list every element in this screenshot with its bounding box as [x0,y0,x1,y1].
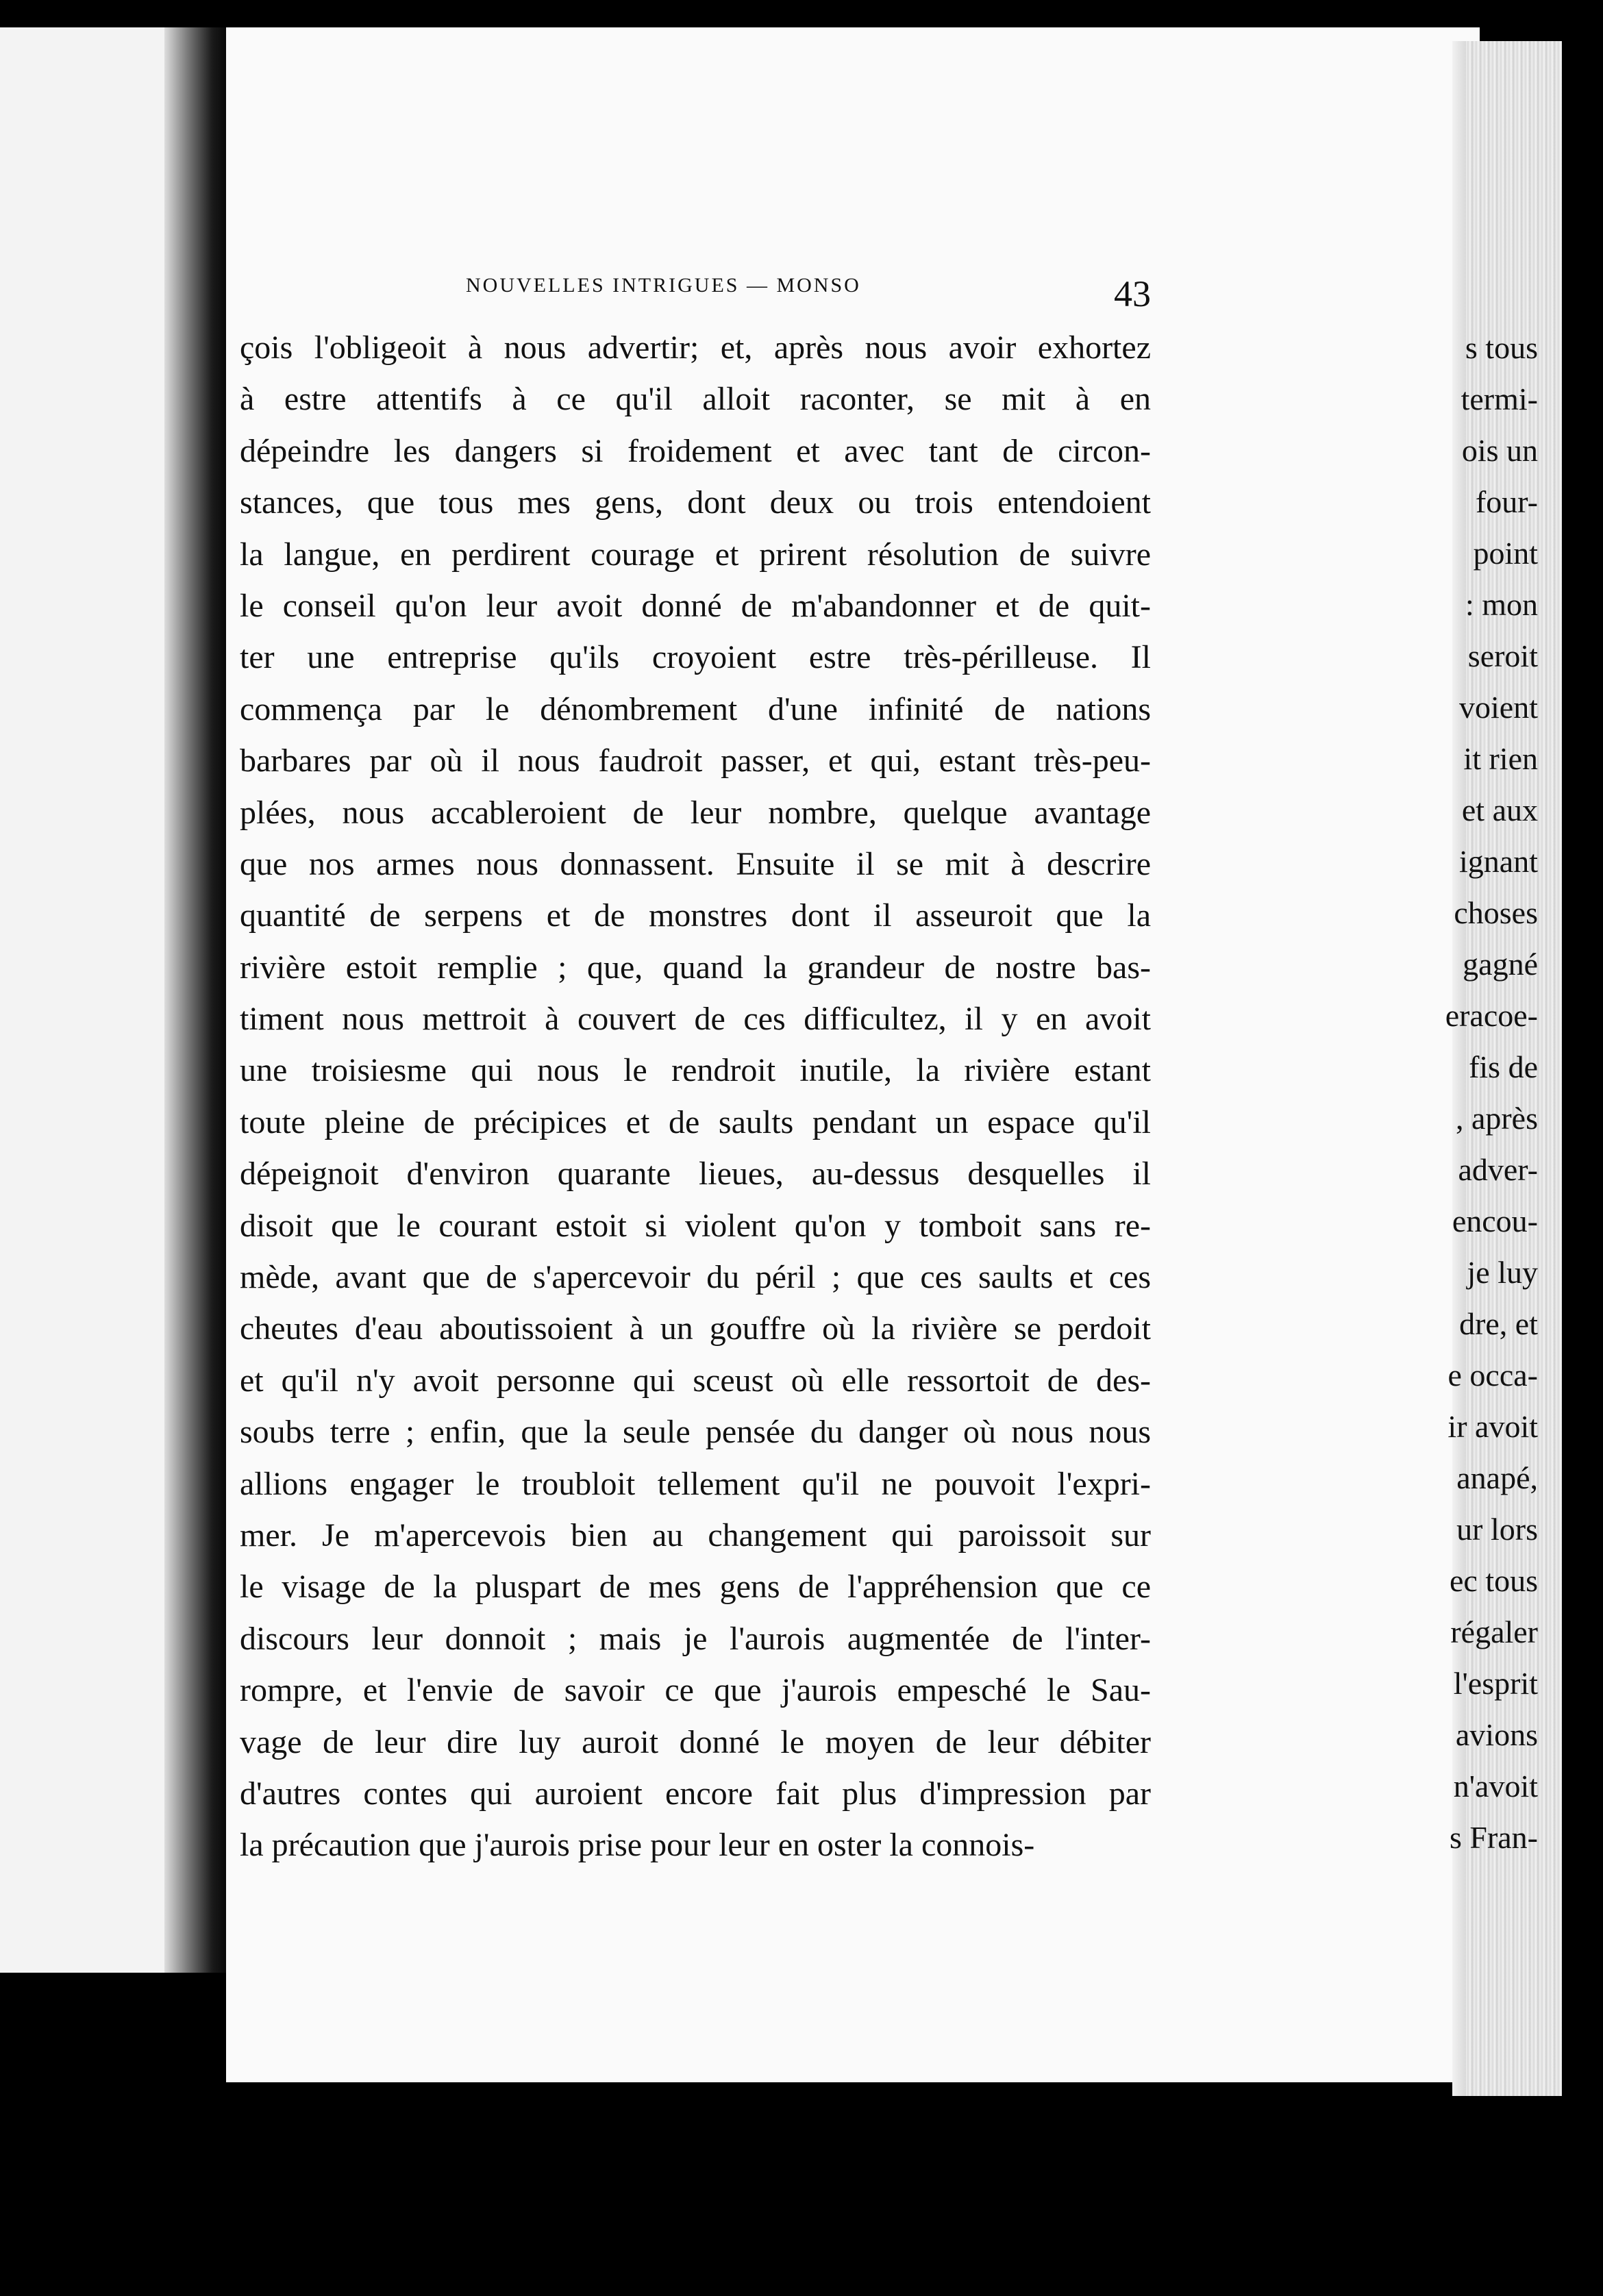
left-page-line: eracoe- [1445,998,1538,1033]
text-line: quantité de serpens et de monstres dont il asseuroit que la [240,897,1151,934]
text-line: le visage de la pluspart de mes gens de l'appréhension que ce [240,1569,1151,1606]
text-line: discours leur donnoit ; mais je l'aurois augmentée de l'inter- [240,1620,1151,1657]
left-page-line: adver- [1458,1152,1538,1187]
text-line: barbares par où il nous faudroit passer, et qui, estant très-peu- [240,743,1151,779]
left-page-line: ignant [1459,844,1538,879]
text-line: rivière estoit remplie ; que, quand la grandeur de nostre bas- [240,949,1151,986]
book-gutter-shadow [164,27,233,1973]
text-line: dépeindre les dangers si froidement et avec tant de circon- [240,432,1151,469]
left-page-line: anapé, [1456,1460,1538,1495]
text-line: que nos armes nous donnassent. Ensuite il se mit à descrire [240,845,1151,882]
left-page-line: ec tous [1449,1563,1538,1598]
left-page-line: régaler [1450,1614,1538,1649]
left-page-line: , après [1455,1101,1538,1136]
text-line: disoit que le courant estoit si violent qu'on y tomboit sans re- [240,1207,1151,1244]
text-line: commença par le dénombrement d'une infinité de nations [240,690,1151,727]
left-page-line: gagné [1463,947,1538,982]
left-page-line: encou- [1452,1203,1538,1238]
text-line: soubs terre ; enfin, que la seule pensée du danger où nous nous [240,1414,1151,1451]
text-line: stances, que tous mes gens, dont deux ou trois entendoient [240,484,1151,521]
left-page-line: e occa- [1447,1358,1538,1393]
left-page-line: point [1473,536,1538,571]
text-line: le conseil qu'on leur avoit donné de m'abandonner et de quit- [240,587,1151,624]
page-number: 43 [1114,273,1151,314]
text-line: la langue, en perdirent courage et prirent résolution de suivre [240,536,1151,573]
left-page-line: it rien [1463,741,1538,776]
left-page-line: s Fran- [1449,1820,1538,1855]
left-page-line: termi- [1461,382,1538,416]
left-page-line: n'avoit [1453,1769,1538,1804]
text-line: timent nous mettroit à couvert de ces difficultez, il y en avoit [240,1001,1151,1038]
left-page-line: fis de [1469,1049,1538,1084]
body-text [240,322,1151,1871]
text-line: dépeignoit d'environ quarante lieues, au-dessus desquelles il [240,1156,1151,1193]
left-page-line: : mon [1465,587,1538,622]
text-line: çois l'obligeoit à nous advertir; et, après nous avoir exhortez [240,329,1151,366]
left-page-line: ir avoit [1447,1409,1538,1444]
left-page-line: seroit [1467,638,1538,673]
text-line: à estre attentifs à ce qu'il alloit raconter, se mit à en [240,381,1151,418]
left-page-text [1332,322,1538,1863]
text-line: la précaution que j'aurois prise pour leur en oster la connois- [240,1827,1035,1864]
left-page-line: choses [1454,895,1538,930]
left-page-line: four- [1475,484,1538,519]
left-page-line: ur lors [1456,1512,1538,1547]
text-line: mer. Je m'apercevois bien au changement qui paroissoit sur [240,1517,1151,1553]
left-page-line: voient [1459,690,1538,725]
text-line: une troisiesme qui nous le rendroit inutile, la rivière estant [240,1052,1151,1089]
text-line: vage de leur dire luy auroit donné le moyen de leur débiter [240,1723,1151,1760]
text-line: mède, avant que de s'apercevoir du péril ; que ces saults et ces [240,1259,1151,1296]
text-line: d'autres contes qui auroient encore fait plus d'impression par [240,1775,1151,1812]
text-line: ter une entreprise qu'ils croyoient estre très-périlleuse. Il [240,639,1151,676]
text-line: plées, nous accableroient de leur nombre, quelque avantage [240,794,1151,831]
text-line: allions engager le troubloit tellement qu'il ne pouvoit l'expri- [240,1465,1151,1502]
text-line: cheutes d'eau aboutissoient à un gouffre où la rivière se perdoit [240,1310,1151,1347]
left-page-line: ois un [1461,433,1538,468]
running-header: NOUVELLES INTRIGUES — MONSO [466,274,861,297]
text-line: rompre, et l'envie de savoir ce que j'aurois empesché le Sau- [240,1672,1151,1709]
left-page-line: avions [1455,1717,1538,1752]
text-line: et qu'il n'y avoit personne qui sceust où elle ressortoit de des- [240,1362,1151,1399]
text-line: toute pleine de précipices et de saults pendant un espace qu'il [240,1103,1151,1140]
left-page-line: dre, et [1459,1306,1538,1341]
left-page-line: s tous [1465,330,1538,365]
left-page-line: l'esprit [1453,1666,1538,1701]
left-page-line: et aux [1461,793,1538,827]
left-page-line: je luy [1467,1255,1538,1290]
